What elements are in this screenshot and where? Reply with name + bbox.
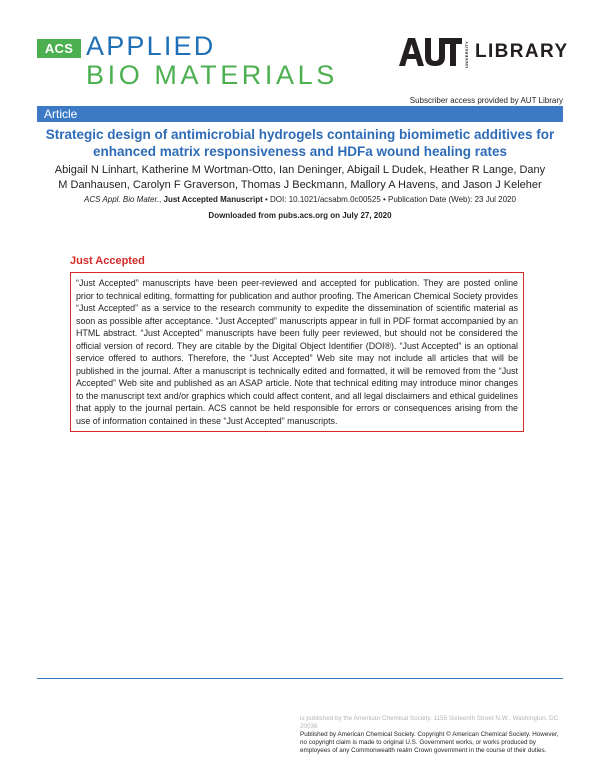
citation-doi-date: • DOI: 10.1021/acsabm.0c00525 • Publication Date (Web): 23 Jul 2020 [262,195,516,204]
publisher-footer [300,715,562,755]
journal-name-line2: BIO MATERIALS [86,60,338,90]
footer-divider [37,678,563,679]
library-wordmark: LIBRARY [475,41,569,62]
article-section-label: Article [44,107,78,121]
article-title: Strategic design of antimicrobial hydrogels containing biomimetic additives for enhanced matrix responsiveness and HDFa wound healing rates [45,127,555,159]
citation-line [37,195,563,204]
subscriber-access-note: Subscriber access provided by AUT Library [409,96,563,105]
citation-journal: ACS Appl. Bio Mater. [84,195,160,204]
acs-badge-logo: ACS [37,39,81,58]
author-list: Abigail N Linhart, Katherine M Wortman-Otto, Ian Deninger, Abigail L Dudek, Heather R Lange, Dany M Danhausen, Carolyn F Graverson, Thomas J Beckmann, Mallory A Havens, and Jason J Keleher [54,164,546,191]
just-accepted-body: “Just Accepted” manuscripts have been peer-reviewed and accepted for publication. They are posted online prior to technical editing, formatting for publication and author proofing. The American Chemical Society provides “Just Accepted” as a service to the research community to expedite the dissemination of scientific material as soon as possible after acceptance. “Just Accepted” manuscripts appear in full in PDF format accompanied by an HTML abstract. “Just Accepted” manuscripts have been fully peer reviewed, but should not be considered the official version of record. They are citable by the Digital Object Identifier (DOI®). “Just Accepted” is an optional service offered to authors. Therefore, the “Just Accepted” Web site may not include all articles that will be published in the journal. After a manuscript is technically edited and formatted, it will be removed from the “Just Accepted” Web site and published as an ASAP article. Note that technical editing may introduce minor changes to the manuscript text and/or graphics which could affect content, and all legal disclaimers and ethical guidelines that apply to the journal pertain. ACS cannot be held responsible for errors or consequences arising from the use of information contained in these “Just Accepted” manuscripts. [76,278,518,427]
downloaded-note: Downloaded from pubs.acs.org on July 27, 2020 [208,211,392,220]
citation-status: Just Accepted Manuscript [163,195,263,204]
aut-logo-mark [398,35,462,69]
university-vertical-text: UNIVERSITY [464,40,469,68]
citation-separator: , [159,195,164,204]
journal-name-line1: APPLIED [86,31,216,61]
copyright-notice: Published by American Chemical Society. Copyright © American Chemical Society. However, no copyright claim is made to original U.S. Government works, or works produced by employees of any Commonwealth realm Crown government in the course of their duties. [300,731,559,754]
article-section-bar [37,106,563,122]
just-accepted-heading: Just Accepted [70,255,145,267]
publisher-address: is published by the American Chemical Society. 1155 Sixteenth Street N.W., Washington, DC 20036 [300,715,559,730]
